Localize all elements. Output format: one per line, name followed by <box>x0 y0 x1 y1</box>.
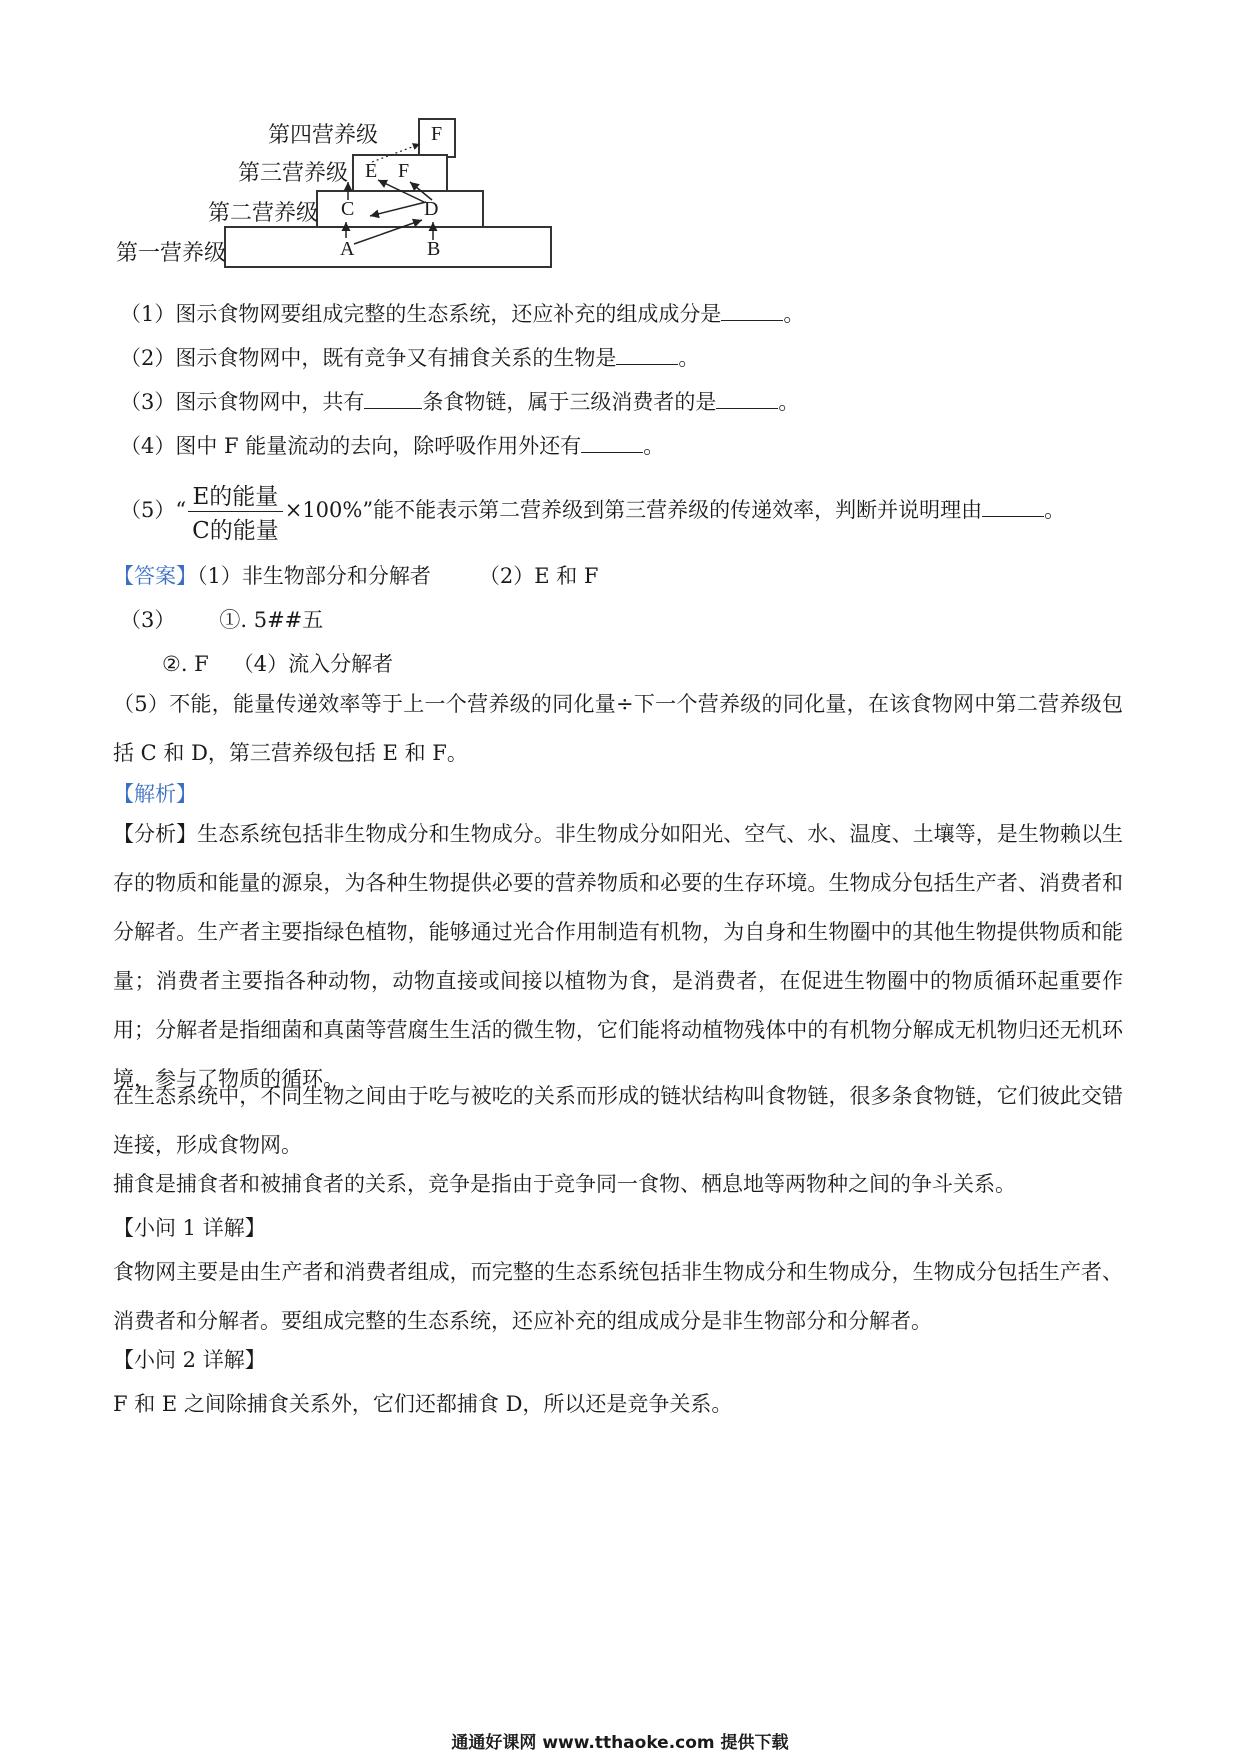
answer-blank-4[interactable] <box>581 431 643 453</box>
food-web-pyramid-diagram <box>116 118 640 308</box>
analysis-tag: 【解析】 <box>113 782 197 806</box>
level-1-label: 第一营养级 <box>116 241 227 266</box>
footer-watermark: 通通好课网 www.tthaoke.com 提供下载 <box>451 1733 789 1753</box>
node-e: E <box>365 160 378 182</box>
node-c: C <box>341 198 355 220</box>
question-5: （5）“ $\frac{\text{E的能量}}{\text{C的能量}}$ ×100%”能不能表示第二营养级到第三营养级的传递效率，判断并说明理由 。 <box>120 478 1065 545</box>
answer-blank-2[interactable] <box>616 343 678 365</box>
level-4-label: 第四营养级 <box>268 123 379 148</box>
level-2-label: 第二营养级 <box>208 201 319 226</box>
fraction-numerator: E的能量 <box>188 478 283 512</box>
answer-tag: 【答案】 <box>113 564 197 588</box>
sub-question-2-heading: 【小问 2 详解】 <box>113 1348 266 1372</box>
question-1: （1）图示食物网要组成完整的生态系统，还应补充的组成成分是 。 <box>120 298 804 328</box>
answer-blank-3a[interactable] <box>364 387 422 409</box>
question-3: （3）图示食物网中，共有 条食物链，属于三级消费者的是 。 <box>120 386 799 416</box>
question-4: （4）图中 F 能量流动的去向，除呼吸作用外还有 。 <box>120 430 664 460</box>
analysis-paragraph-3: 捕食是捕食者和被捕食者的关系，竞争是指由于竞争同一食物、栖息地等两物种之间的争斗关系。 <box>113 1172 1016 1196</box>
node-f-level3: F <box>398 160 410 182</box>
node-a: A <box>340 238 355 260</box>
analysis-paragraph-1: 【分析】生态系统包括非生物成分和生物成分。非生物成分如阳光、空气、水、温度、土壤等，是生物赖以生存的物质和能量的源泉，为各种生物提供必要的营养物质和必要的生存环境。生物成分包括生产者、消费者和分解者。生产者主要指绿色植物，能够通过光合作用制造有机物，为自身和生物圈中的其他生物提供物质和能量；消费者主要指各种动物，动物直接或间接以植物为食，是消费者，在促进生物圈中的物质循环起重要作用；分解者是指细菌和真菌等营腐生生活的微生物，它们能将动植物残体中的有机物分解成无机物归还无机环境，参与了物质的循环。 <box>113 822 1123 1091</box>
fraction-denominator: C的能量 <box>192 518 279 544</box>
answer-line-4: ②. F （4）流入分解者 <box>162 652 394 676</box>
efficiency-fraction <box>188 478 283 545</box>
level-3-label: 第三营养级 <box>238 161 349 186</box>
analysis-paragraph-5: F 和 E 之间除捕食关系外，它们还都捕食 D，所以还是竞争关系。 <box>113 1392 733 1416</box>
analysis-paragraph-2: 在生态系统中，不同生物之间由于吃与被吃的关系而形成的链状结构叫食物链，很多条食物链，它们彼此交错连接，形成食物网。 <box>113 1084 1123 1157</box>
question-2: （2）图示食物网中，既有竞争又有捕食关系的生物是 。 <box>120 342 699 372</box>
analysis-paragraph-4: 食物网主要是由生产者和消费者组成，而完整的生态系统包括非生物成分和生物成分，生物成分包括生产者、消费者和分解者。要组成完整的生态系统，还应补充的组成成分是非生物部分和分解者。 <box>113 1260 1123 1333</box>
node-b: B <box>427 238 441 260</box>
answer-blank-3b[interactable] <box>716 387 778 409</box>
answer-line-3: （3） ①. 5##五 <box>120 608 324 632</box>
fraction-multiplier: ×100% <box>284 498 363 522</box>
answer-line-1: 【答案】（1）非生物部分和分解者 （2）E 和 F <box>113 564 599 588</box>
answer-blank-1[interactable] <box>721 299 783 321</box>
node-f-level4: F <box>431 123 443 145</box>
sub-question-1-heading: 【小问 1 详解】 <box>113 1216 266 1240</box>
answer-5: （5）不能，能量传递效率等于上一个营养级的同化量÷下一个营养级的同化量，在该食物网中第二营养级包括 C 和 D，第三营养级包括 E 和 F。 <box>113 692 1123 765</box>
node-d: D <box>424 198 439 220</box>
food-web-arrows <box>120 118 640 308</box>
answer-blank-5[interactable] <box>982 495 1044 517</box>
